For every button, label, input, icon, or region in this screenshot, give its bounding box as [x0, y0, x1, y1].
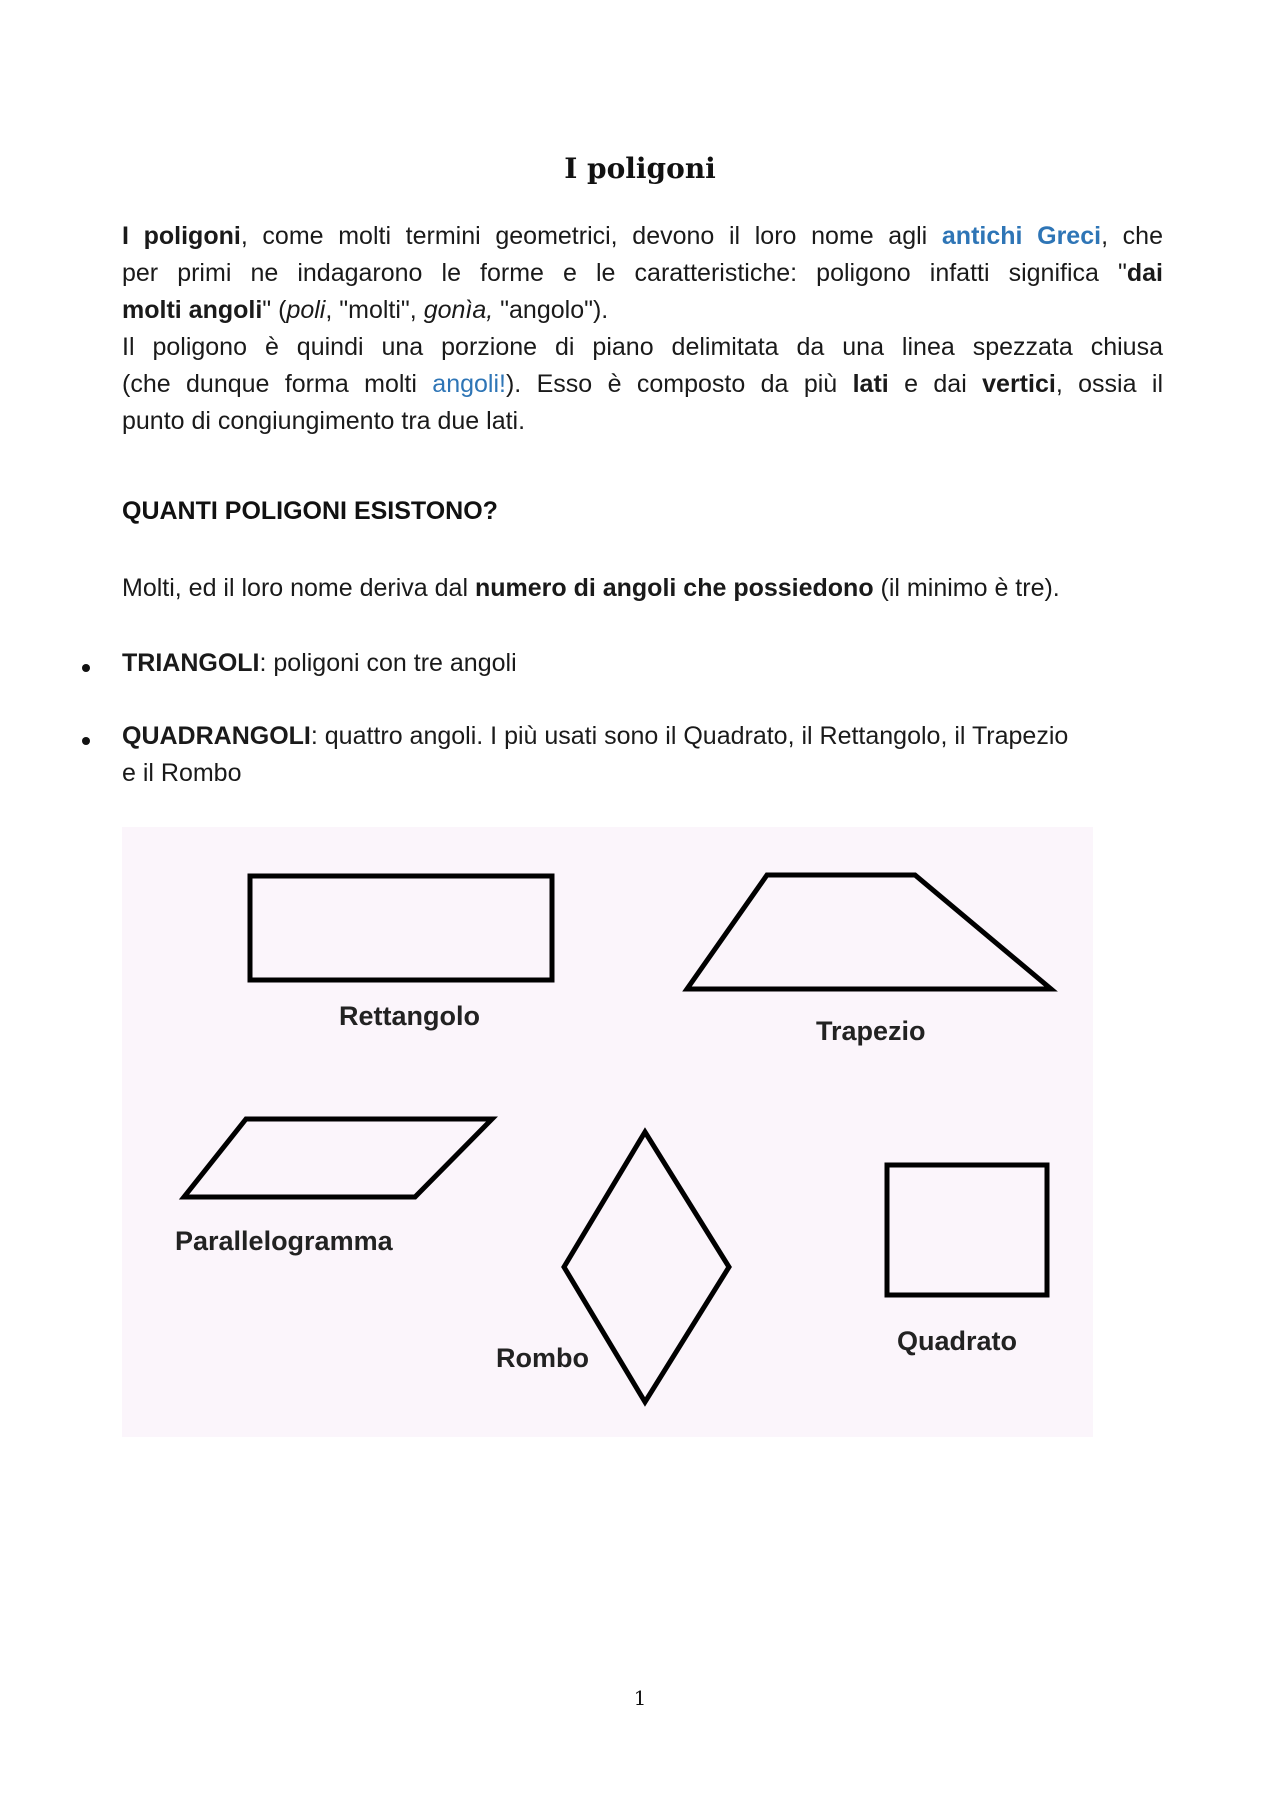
- intro-line-5: (che dunque forma molti angoli!). Esso è composto da più lati e dai vertici, ossia il: [122, 370, 1163, 398]
- bullet-dot-icon: [82, 664, 90, 672]
- intro-line-1: I poligoni, come molti termini geometrici, devono il loro nome agli antichi Greci, che: [122, 222, 1163, 250]
- count-sentence: Molti, ed il loro nome deriva dal numero di angoli che possiedono (il minimo è tre).: [122, 574, 1060, 602]
- section-heading: QUANTI POLIGONI ESISTONO?: [122, 497, 498, 525]
- quadrilaterals-figure: [122, 827, 1093, 1437]
- quadrilaterals-illustration: [122, 827, 1093, 1437]
- intro-line-4: Il poligono è quindi una porzione di piano delimitata da una linea spezzata chiusa: [122, 333, 1163, 361]
- trapezoid-shape: [687, 875, 1051, 989]
- intro-line-3: molti angoli" (poli, "molti", gonìa, "angolo").: [122, 296, 609, 324]
- bullet-item-quadrangoli-cont: e il Rombo: [122, 759, 242, 787]
- label-rhombus: Rombo: [496, 1343, 589, 1373]
- rectangle-shape: [250, 876, 552, 980]
- parallelogram-shape: [184, 1119, 492, 1197]
- intro-line-2: per primi ne indagarono le forme e le caratteristiche: poligono infatti significa "dai: [122, 259, 1163, 287]
- intro-paragraph: [122, 218, 1163, 440]
- intro-line-6: punto di congiungimento tra due lati.: [122, 407, 526, 435]
- page-title: I poligoni: [564, 152, 716, 185]
- square-shape: [887, 1165, 1047, 1295]
- page-number: 1: [633, 1686, 647, 1710]
- bullet-dot-icon: [82, 737, 90, 745]
- bullet-item-triangoli: TRIANGOLI: poligoni con tre angoli: [122, 649, 517, 677]
- angoli-link[interactable]: angoli!: [432, 370, 506, 398]
- intro-bold-term: I poligoni: [122, 222, 241, 250]
- antichi-greci-link[interactable]: antichi Greci: [941, 222, 1102, 250]
- label-trapezoid: Trapezio: [816, 1016, 926, 1046]
- label-square: Quadrato: [897, 1326, 1018, 1356]
- label-parallelogram: Parallelogramma: [175, 1226, 393, 1256]
- label-rectangle: Rettangolo: [339, 1001, 480, 1031]
- bullet-item-quadrangoli: QUADRANGOLI: quattro angoli. I più usati sono il Quadrato, il Rettangolo, il Trapezio: [122, 722, 1069, 750]
